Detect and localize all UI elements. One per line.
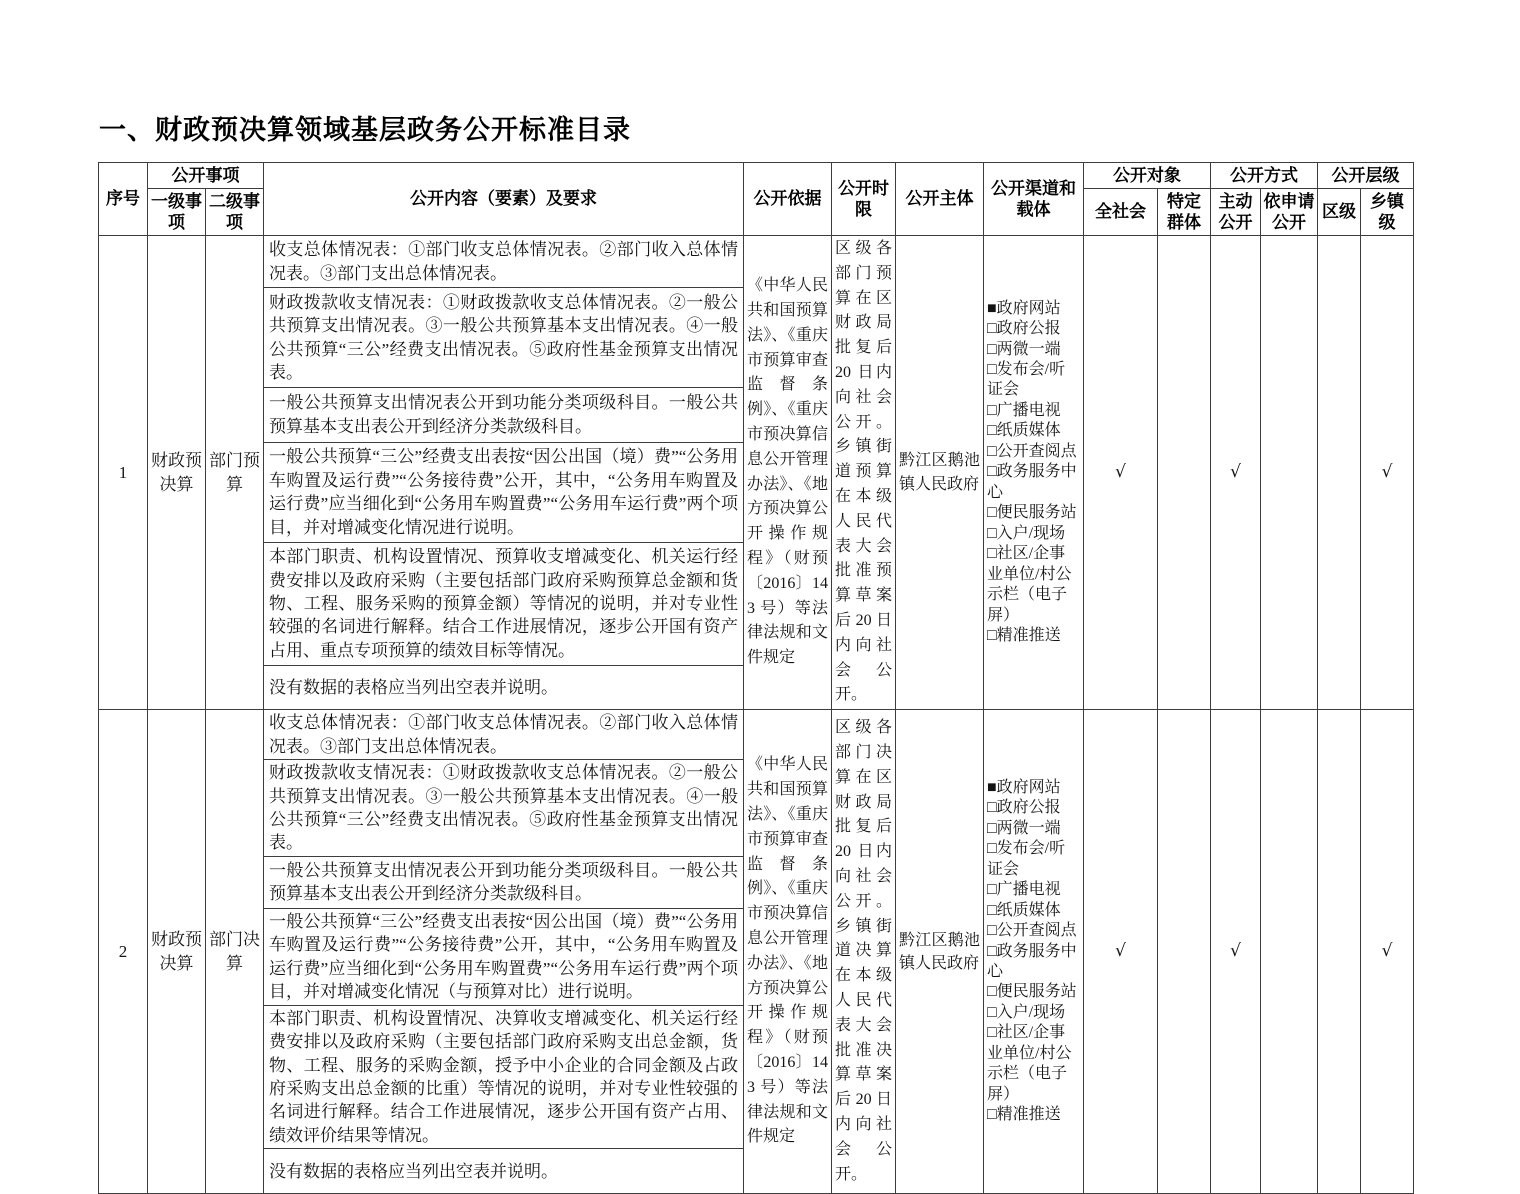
channel-item: □纸质媒体 xyxy=(987,422,1061,440)
channel-item: □便民服务站 xyxy=(987,504,1077,522)
channel-item: □政府公报 xyxy=(987,799,1061,817)
content-item-cell: 没有数据的表格应当列出空表并说明。 xyxy=(264,665,744,709)
header-subject: 公开主体 xyxy=(896,163,984,236)
method-active-check-cell: √ xyxy=(1211,236,1261,710)
content-item-cell: 一般公共预算支出情况表公开到功能分类项级科目。一般公共预算基本支出表公开到经济分类款级科目。 xyxy=(264,856,744,908)
header-disclosure-items: 公开事项 xyxy=(148,163,264,189)
channel-item: □广播电视 xyxy=(987,401,1061,419)
channel-item: □精准推送 xyxy=(987,627,1061,645)
method-on-request-check-cell xyxy=(1261,710,1318,1194)
header-seq: 序号 xyxy=(99,163,148,236)
header-basis: 公开依据 xyxy=(744,163,832,236)
target-all-check-cell: √ xyxy=(1084,236,1158,710)
channel-item: □发布会/听证会 xyxy=(987,840,1066,878)
channel-item: □公开查阅点 xyxy=(987,442,1077,460)
header-method-group: 公开方式 xyxy=(1211,163,1318,189)
channel-item: □政务服务中心 xyxy=(987,463,1077,501)
channel-item: □发布会/听证会 xyxy=(987,360,1066,399)
seq-cell: 2 xyxy=(99,710,148,1194)
target-all-check-cell: √ xyxy=(1084,710,1158,1194)
target-specific-check-cell xyxy=(1158,236,1211,710)
level-district-check-cell xyxy=(1318,710,1361,1194)
content-item-cell: 一般公共预算“三公”经费支出表按“因公出国（境）费”“公务用车购置及运行费”“公务接待费”公开，其中，“公务用车购置及运行费”应当细化到“公务用车购置费”“公务用车运行费”两个项目，并对增减变化情况（与预算对比）进行说明。 xyxy=(264,908,744,1005)
channel-item: □公开查阅点 xyxy=(987,922,1077,940)
level1-cell: 财政预决算 xyxy=(148,236,206,710)
level-township-check-cell: √ xyxy=(1361,236,1414,710)
header-content-requirements: 公开内容（要素）及要求 xyxy=(264,163,744,236)
level2-cell: 部门预算 xyxy=(206,236,264,710)
content-item-cell: 收支总体情况表：①部门收支总体情况表。②部门收入总体情况表。③部门支出总体情况表。 xyxy=(264,236,744,288)
time-limit-cell: 区级各部门决算在区财政局批复后 20 日内向社会公开。乡镇街道决算在本级人民代表大会批准决算草案后 20 日内向社会公开。 xyxy=(832,710,896,1194)
method-on-request-check-cell xyxy=(1261,236,1318,710)
table-header xyxy=(99,163,1414,236)
basis-cell: 《中华人民共和国预算法》、《重庆市预算审查监督条例》、《重庆市预决算信息公开管理办法》、《地方预决算公开操作规程》（财预〔2016〕143 号）等法律法规和文件规定 xyxy=(744,710,832,1194)
header-method-active: 主动公开 xyxy=(1211,189,1261,236)
subject-cell: 黔江区鹅池镇人民政府 xyxy=(896,236,984,710)
channel-item: □广播电视 xyxy=(987,881,1061,899)
header-level1-item: 一级事项 xyxy=(148,189,206,236)
content-item-cell: 收支总体情况表：①部门收支总体情况表。②部门收入总体情况表。③部门支出总体情况表。 xyxy=(264,710,744,760)
channel-item: □社区/企事业单位/村公示栏（电子屏） xyxy=(987,545,1072,624)
channel-item: □社区/企事业单位/村公示栏（电子屏） xyxy=(987,1024,1072,1103)
content-item-cell: 本部门职责、机构设置情况、决算收支增减变化、机关运行经费安排以及政府采购（主要包括部门政府采购支出总金额，货物、工程、服务的采购金额，授予中小企业的合同金额及占政府采购支出总金额的比重）等情况的说明，并对专业性较强的名词进行解释。结合工作进展情况，逐步公开国有资产占用、绩效评价结果等情况。 xyxy=(264,1005,744,1149)
header-time-limit: 公开时限 xyxy=(832,163,896,236)
channel-item: ■政府网站 xyxy=(987,299,1061,317)
content-item-cell: 一般公共预算支出情况表公开到功能分类项级科目。一般公共预算基本支出表公开到经济分类款级科目。 xyxy=(264,387,744,442)
content-item-cell: 财政拨款收支情况表：①财政拨款收支总体情况表。②一般公共预算支出情况表。③一般公共预算基本支出情况表。④一般公共预算“三公”经费支出情况表。⑤政府性基金预算支出情况表。 xyxy=(264,760,744,857)
header-level2-item: 二级事项 xyxy=(206,189,264,236)
content-item-cell: 本部门职责、机构设置情况、预算收支增减变化、机关运行经费安排以及政府采购（主要包括部门政府采购预算总金额和货物、工程、服务采购的预算金额）等情况的说明，并对专业性较强的名词进行解释。结合工作进展情况，逐步公开国有资产占用、重点专项预算的绩效目标等情况。 xyxy=(264,542,744,665)
level-township-check-cell: √ xyxy=(1361,710,1414,1194)
seq-cell: 1 xyxy=(99,236,148,710)
channels-cell xyxy=(984,710,1084,1194)
level1-cell: 财政预决算 xyxy=(148,710,206,1194)
target-specific-check-cell xyxy=(1158,710,1211,1194)
channel-item: □便民服务站 xyxy=(987,983,1077,1001)
content-item-cell: 财政拨款收支情况表：①财政拨款收支总体情况表。②一般公共预算支出情况表。③一般公共预算基本支出情况表。④一般公共预算“三公”经费支出情况表。⑤政府性基金预算支出情况表。 xyxy=(264,288,744,387)
basis-cell: 《中华人民共和国预算法》、《重庆市预算审查监督条例》、《重庆市预决算信息公开管理办法》、《地方预决算公开操作规程》（财预〔2016〕143 号）等法律法规和文件规定 xyxy=(744,236,832,710)
channel-item: ■政府网站 xyxy=(987,778,1061,796)
level-district-check-cell xyxy=(1318,236,1361,710)
channel-item: □纸质媒体 xyxy=(987,901,1061,919)
time-limit-cell: 区级各部门预算在区财政局批复后 20 日内向社会公开。乡镇街道预算在本级人民代表大会批准预算草案后 20 日内向社会公开。 xyxy=(832,236,896,710)
page-title: 一、财政预决算领域基层政务公开标准目录 xyxy=(99,115,631,145)
header-method-on-request: 依申请公开 xyxy=(1261,189,1318,236)
channel-item: □政府公报 xyxy=(987,320,1061,338)
channel-item: □政务服务中心 xyxy=(987,942,1077,980)
content-item-cell: 一般公共预算“三公”经费支出表按“因公出国（境）费”“公务用车购置及运行费”“公务接待费”公开，其中，“公务用车购置及运行费”应当细化到“公务用车购置费”“公务用车运行费”两个项目，并对增减变化情况进行说明。 xyxy=(264,443,744,542)
channel-item: □入户/现场 xyxy=(987,1003,1066,1021)
disclosure-standards-table xyxy=(98,162,1414,1194)
header-channels: 公开渠道和载体 xyxy=(984,163,1084,236)
table-row-1 xyxy=(99,236,1414,288)
channel-item: □两微一端 xyxy=(987,340,1061,358)
header-level-township: 乡镇级 xyxy=(1361,189,1414,236)
channel-item: □入户/现场 xyxy=(987,524,1066,542)
header-target-group: 公开对象 xyxy=(1084,163,1211,189)
channels-cell xyxy=(984,236,1084,710)
method-active-check-cell: √ xyxy=(1211,710,1261,1194)
subject-cell: 黔江区鹅池镇人民政府 xyxy=(896,710,984,1194)
content-item-cell: 没有数据的表格应当列出空表并说明。 xyxy=(264,1149,744,1194)
channel-item: □两微一端 xyxy=(987,819,1061,837)
header-level-district: 区级 xyxy=(1318,189,1361,236)
header-level-group: 公开层级 xyxy=(1318,163,1414,189)
header-target-specific-group: 特定群体 xyxy=(1158,189,1211,236)
table-row-2 xyxy=(99,710,1414,760)
channel-item: □精准推送 xyxy=(987,1106,1061,1124)
level2-cell: 部门决算 xyxy=(206,710,264,1194)
header-target-all-society: 全社会 xyxy=(1084,189,1158,236)
